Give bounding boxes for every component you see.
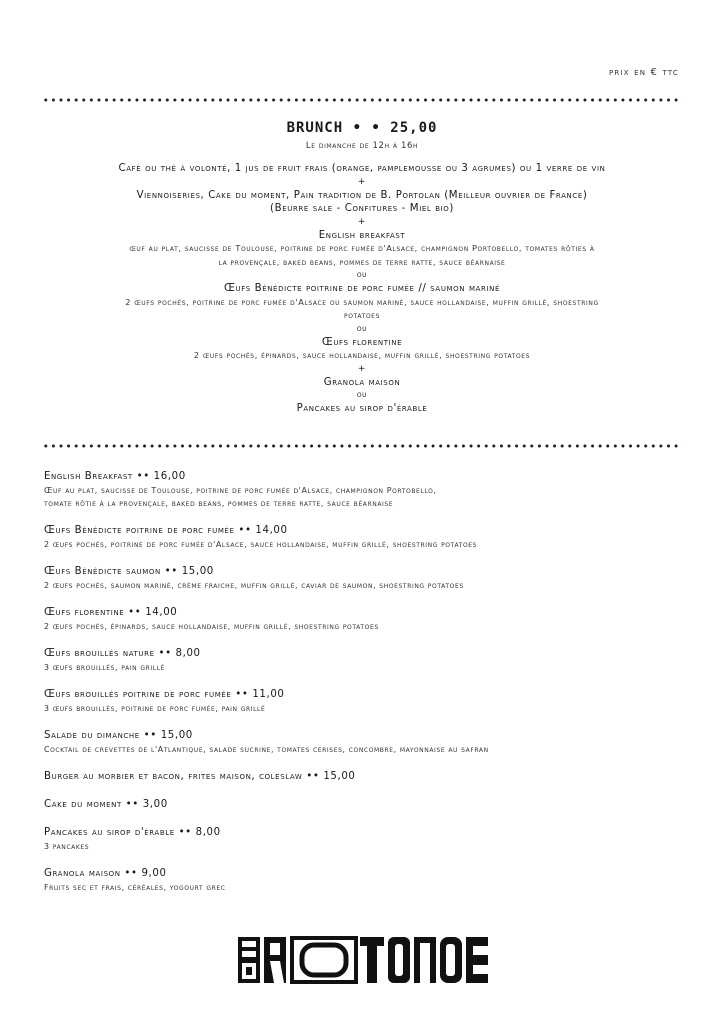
brunch-separator: +	[357, 363, 367, 374]
menu-item-title: Œufs brouillés nature •• 8,00	[44, 648, 201, 659]
menu-item-title: Œufs brouillés poitrine de porc fumée •• 11,00	[44, 689, 285, 700]
brunch-line: English breakfast	[318, 229, 406, 241]
brunch-subtitle: Le dimanche de 12h à 16h	[305, 141, 419, 151]
menu-item-title: English Breakfast •• 16,00	[44, 471, 186, 482]
menu-item-title: Granola maison •• 9,00	[44, 868, 167, 879]
menu-item	[44, 729, 694, 756]
brunch-line: Viennoiseries, Cake du moment, Pain tradition de B. Portolan (Meilleur ouvrier de France)	[136, 189, 588, 201]
menu-item-description: 2 œufs pochés, épinards, sauce hollandaise, muffin grillé, shoestring potatoes	[44, 622, 379, 631]
brunch-section	[40, 118, 684, 416]
menu-items	[44, 470, 694, 908]
menu-item	[44, 524, 694, 551]
brunch-line: Café ou thé à volonté, 1 jus de fruit frais (orange, pamplemousse ou 3 agrumes) ou 1 verre de vin	[118, 163, 606, 174]
brunch-line: Œufs Bénédicte poitrine de porc fumée // saumon mariné	[224, 283, 500, 294]
menu-item	[44, 770, 694, 784]
brunch-separator: ou	[356, 323, 368, 334]
menu-item-description: 3 œufs brouillés, pain grillé	[44, 663, 166, 672]
dotted-divider-middle	[42, 443, 682, 449]
brunch-line-detail: 2 œufs pochés, épinards, sauce hollandaise, muffin grillé, shoestring potatoes	[193, 350, 531, 360]
menu-item-title: Œufs Bénédicte poitrine de porc fumée •• 14,00	[44, 525, 288, 536]
menu-item	[44, 470, 694, 510]
brunch-line-detail: la provençale, baked beans, pommes de terre ratte, sauce béarnaise	[218, 256, 506, 267]
menu-item-description: tomate rôtie à la provençale, baked beans, pommes de terre ratte, sauce béarnaise	[44, 499, 394, 508]
menu-item	[44, 798, 694, 812]
menu-item-title: Cake du moment •• 3,00	[44, 799, 168, 810]
menu-item	[44, 565, 694, 592]
brunch-line: Pancakes au sirop d'érable	[296, 403, 428, 414]
dotted-divider-top	[42, 97, 682, 103]
brunch-title: BRUNCH • • 25,00	[286, 120, 438, 136]
menu-item	[44, 826, 694, 853]
menu-item-title: Burger au morbier et bacon, frites maison, coleslaw •• 15,00	[44, 771, 356, 782]
logo-icon	[238, 935, 488, 985]
brunch-line: Granola maison	[323, 376, 401, 388]
brunch-line: Œufs florentine	[321, 336, 403, 348]
brunch-line: (Beurre sale - Confitures - Miel bio)	[270, 203, 454, 214]
price-note: prix en € ttc	[608, 67, 679, 78]
menu-item-title: Pancakes au sirop d'érable •• 8,00	[44, 827, 221, 838]
menu-item-title: Salade du dimanche •• 15,00	[44, 730, 193, 741]
menu-item-description: 2 œufs pochés, saumon mariné, crème fraiche, muffin grillé, caviar de saumon, shoestring potatoes	[44, 581, 464, 590]
brunch-line-detail: 2 œufs pochés, poitrine de porc fumée d'Alsace ou saumon mariné, sauce hollandaise, muffin grillé, shoestring	[125, 296, 599, 307]
menu-item-title: Œufs florentine •• 14,00	[44, 607, 178, 618]
menu-item	[44, 647, 694, 674]
menu-item-description: Fruits sec et frais, céréales, yogourt grec	[44, 883, 226, 892]
la-rotonde-logo	[238, 935, 488, 985]
menu-item	[44, 688, 694, 715]
menu-item-description: 3 œufs brouillés, poitrine de porc fumée, pain grillé	[44, 704, 266, 713]
brunch-lines	[40, 162, 684, 416]
menu-item	[44, 867, 694, 894]
brunch-separator: ou	[356, 270, 368, 280]
brunch-line-detail: potatoes	[344, 310, 380, 320]
brunch-separator: ou	[356, 390, 368, 400]
menu-item-title: Œufs Bénédicte saumon •• 15,00	[44, 566, 214, 577]
menu-item-description: Œuf au plat, saucisse de Toulouse, poitrine de porc fumée d'Alsace, champignon Portobello,	[44, 486, 437, 495]
brunch-separator: +	[357, 216, 367, 227]
menu-item-description: 3 pancakes	[44, 842, 90, 851]
menu-item	[44, 606, 694, 633]
menu-item-description: Cocktail de crevettes de l'Atlantique, salade sucrine, tomates cerises, concombre, mayonnaise au safran	[44, 745, 489, 754]
brunch-separator: +	[357, 176, 367, 187]
menu-item-description: 2 œufs pochés, poitrine de porc fumée d'Alsace, sauce hollandaise, muffin grillé, shoestring potatoes	[44, 540, 478, 549]
brunch-line-detail: œuf au plat, saucisse de Toulouse, poitrine de porc fumée d'Alsace, champignon Portobello, tomates rôties à	[129, 243, 595, 253]
